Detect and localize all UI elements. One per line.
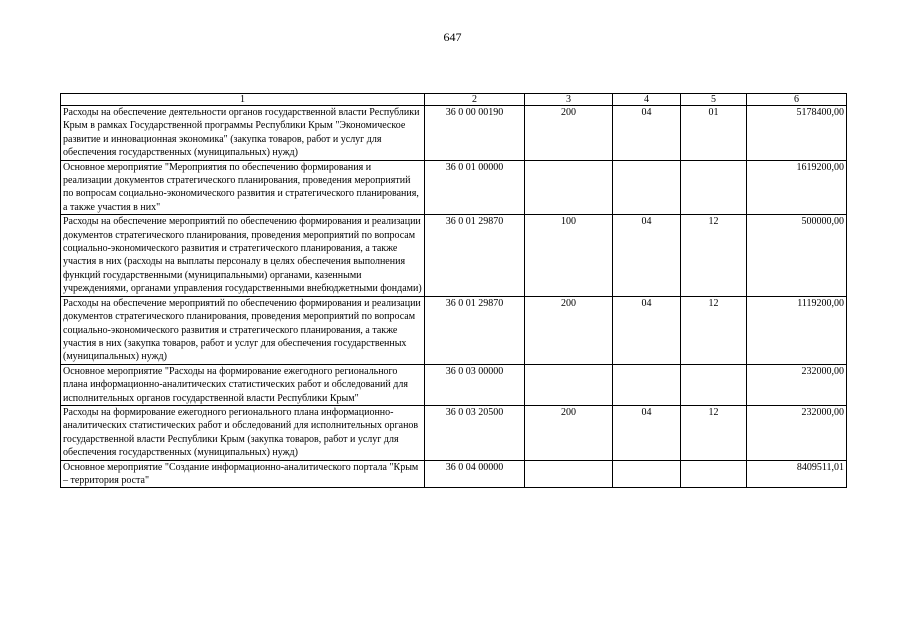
column-header: 6 xyxy=(747,94,847,106)
table-header-row xyxy=(61,94,847,106)
row-section: 04 xyxy=(613,405,681,460)
row-code: 36 0 03 00000 xyxy=(425,364,525,405)
row-section: 04 xyxy=(613,296,681,364)
budget-table xyxy=(60,93,847,488)
table-row xyxy=(61,106,847,161)
row-section: 04 xyxy=(613,106,681,161)
row-description: Расходы на обеспечение мероприятий по обеспечению формирования и реализации документов стратегического планирования, проведения мероприятий по вопросам социально-экономического развития и стратегического планирования, а также участия в них (расходы на выплаты персоналу в целях обеспечения выполнения функций государственными (муниципальными) органами, казенными учреждениями, органами управления государственными внебюджетными фондами) xyxy=(61,215,425,296)
row-amount: 500000,00 xyxy=(747,215,847,296)
row-amount: 8409511,01 xyxy=(747,460,847,488)
row-description: Основное мероприятие "Создание информационно-аналитического портала "Крым – территория роста" xyxy=(61,460,425,488)
row-description: Расходы на обеспечение деятельности органов государственной власти Республики Крым в рамках Государственной программы Республики Крым "Экономическое развитие и инновационная экономика" (закупка товаров, работ и услуг для обеспечения государственных (муниципальных) нужд) xyxy=(61,106,425,161)
row-expense-type xyxy=(525,160,613,215)
table-row xyxy=(61,160,847,215)
row-amount: 1119200,00 xyxy=(747,296,847,364)
page-number: 647 xyxy=(443,30,462,44)
row-expense-type: 200 xyxy=(525,296,613,364)
row-amount: 232000,00 xyxy=(747,405,847,460)
row-amount: 5178400,00 xyxy=(747,106,847,161)
column-header: 5 xyxy=(681,94,747,106)
row-expense-type: 100 xyxy=(525,215,613,296)
row-section xyxy=(613,460,681,488)
row-section: 04 xyxy=(613,215,681,296)
row-amount: 232000,00 xyxy=(747,364,847,405)
row-code: 36 0 01 29870 xyxy=(425,296,525,364)
row-description: Расходы на формирование ежегодного регионального плана информационно-аналитических статистических работ и обследований для исполнительных органов государственной власти Республики Крым (закупка товаров, работ и услуг для обеспечения государственных (муниципальных) нужд) xyxy=(61,405,425,460)
row-amount: 1619200,00 xyxy=(747,160,847,215)
row-subsection xyxy=(681,364,747,405)
row-description: Основное мероприятие "Мероприятия по обеспечению формирования и реализации документов стратегического планирования, проведения мероприятий по вопросам социально-экономического развития и стратегического планирования, а также участия в них" xyxy=(61,160,425,215)
table-row xyxy=(61,460,847,488)
column-header: 2 xyxy=(425,94,525,106)
row-expense-type: 200 xyxy=(525,405,613,460)
table-row xyxy=(61,296,847,364)
column-header: 1 xyxy=(61,94,425,106)
row-code: 36 0 01 00000 xyxy=(425,160,525,215)
row-subsection: 12 xyxy=(681,296,747,364)
row-expense-type xyxy=(525,460,613,488)
row-section xyxy=(613,364,681,405)
row-expense-type xyxy=(525,364,613,405)
column-header: 3 xyxy=(525,94,613,106)
row-subsection: 12 xyxy=(681,405,747,460)
row-section xyxy=(613,160,681,215)
table-row xyxy=(61,405,847,460)
column-header: 4 xyxy=(613,94,681,106)
row-code: 36 0 01 29870 xyxy=(425,215,525,296)
row-code: 36 0 00 00190 xyxy=(425,106,525,161)
row-subsection xyxy=(681,460,747,488)
table-row xyxy=(61,215,847,296)
row-code: 36 0 04 00000 xyxy=(425,460,525,488)
row-code: 36 0 03 20500 xyxy=(425,405,525,460)
table-row xyxy=(61,364,847,405)
row-expense-type: 200 xyxy=(525,106,613,161)
row-subsection xyxy=(681,160,747,215)
row-subsection: 01 xyxy=(681,106,747,161)
row-description: Расходы на обеспечение мероприятий по обеспечению формирования и реализации документов стратегического планирования, проведения мероприятий по вопросам социально-экономического развития и стратегического планирования, а также участия в них (закупка товаров, работ и услуг для обеспечения государственных (муниципальных) нужд) xyxy=(61,296,425,364)
row-subsection: 12 xyxy=(681,215,747,296)
row-description: Основное мероприятие "Расходы на формирование ежегодного регионального плана информационно-аналитических статистических работ и обследований для исполнительных органов государственной власти Республики Крым" xyxy=(61,364,425,405)
